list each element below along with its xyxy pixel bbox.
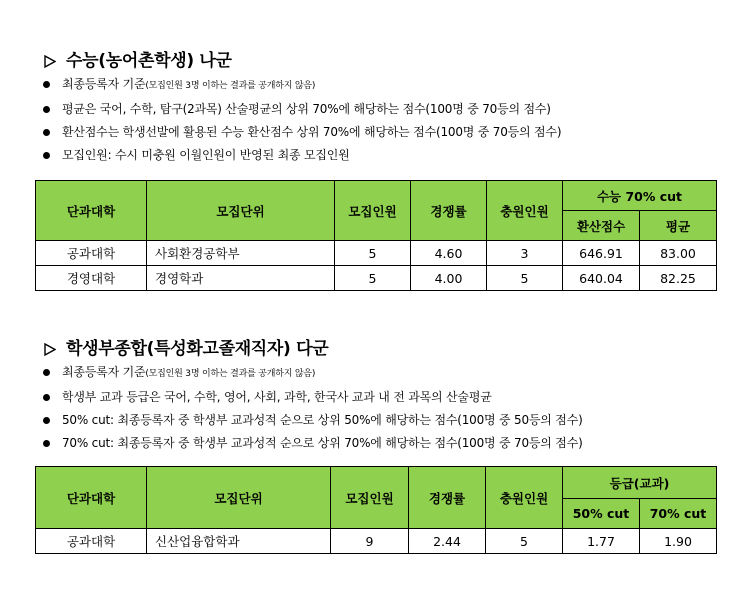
header-group: 수능 70% cut bbox=[563, 181, 717, 211]
list-item: 70% cut: 최종등록자 중 학생부 교과성적 순으로 상위 70%에 해당하는 점수(100명 중 70등의 점수) bbox=[42, 432, 583, 455]
header-unit: 모집단위 bbox=[147, 467, 331, 529]
table-row: 공과대학 사회환경공학부 5 4.60 3 646.91 83.00 bbox=[36, 241, 717, 266]
header-group: 등급(교과) bbox=[563, 467, 717, 499]
list-item: 평균은 국어, 수학, 탐구(2과목) 산술평균의 상위 70%에 해당하는 점수(100명 중 70등의 점수) bbox=[42, 98, 561, 121]
header-competition: 경쟁률 bbox=[411, 181, 487, 241]
list-item: 최종등록자 기준(모집인원 3명 이하는 결과를 공개하지 않음) bbox=[42, 361, 583, 386]
header-sub2: 70% cut bbox=[640, 499, 717, 529]
triangle-right-icon bbox=[44, 52, 56, 70]
list-item: 최종등록자 기준(모집인원 3명 이하는 결과를 공개하지 않음) bbox=[42, 73, 561, 98]
header-unit: 모집단위 bbox=[147, 181, 335, 241]
list-item: 모집인원: 수시 미충원 이월인원이 반영된 최종 모집인원 bbox=[42, 144, 561, 167]
section2-title-text: 학생부종합(특성화고졸재직자) 다군 bbox=[66, 339, 329, 359]
list-item: 환산점수는 학생선발에 활용된 수능 환산점수 상위 70%에 해당하는 점수(100명 중 70등의 점수) bbox=[42, 121, 561, 144]
section2-results-table bbox=[35, 466, 717, 554]
header-sub1: 50% cut bbox=[563, 499, 640, 529]
header-sub1: 환산점수 bbox=[563, 211, 640, 241]
section1-results-table bbox=[35, 180, 717, 291]
header-sub2: 평균 bbox=[640, 211, 717, 241]
header-quota: 모집인원 bbox=[331, 467, 409, 529]
section2-bullet-list bbox=[42, 361, 583, 455]
header-competition: 경쟁률 bbox=[409, 467, 486, 529]
section1-title bbox=[44, 46, 232, 71]
section2-title bbox=[44, 334, 328, 359]
list-item: 50% cut: 최종등록자 중 학생부 교과성적 순으로 상위 50%에 해당하는 점수(100명 중 50등의 점수) bbox=[42, 409, 583, 432]
table-row: 공과대학 신산업융합학과 9 2.44 5 1.77 1.90 bbox=[36, 529, 717, 554]
header-waitlist: 충원인원 bbox=[486, 467, 563, 529]
header-quota: 모집인원 bbox=[335, 181, 411, 241]
list-item: 학생부 교과 등급은 국어, 수학, 영어, 사회, 과학, 한국사 교과 내 전 과목의 산술평균 bbox=[42, 386, 583, 409]
header-college: 단과대학 bbox=[36, 181, 147, 241]
header-college: 단과대학 bbox=[36, 467, 147, 529]
header-waitlist: 충원인원 bbox=[487, 181, 563, 241]
table-row: 경영대학 경영학과 5 4.00 5 640.04 82.25 bbox=[36, 266, 717, 291]
section1-title-text: 수능(농어촌학생) 나군 bbox=[66, 51, 232, 71]
triangle-right-icon bbox=[44, 340, 56, 358]
section1-bullet-list bbox=[42, 73, 561, 167]
